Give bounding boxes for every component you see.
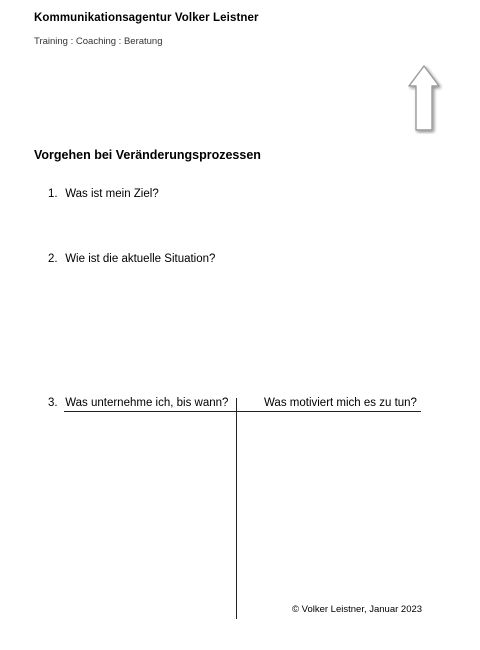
document-title: Vorgehen bei Veränderungsprozessen: [34, 148, 261, 162]
step-1: [48, 188, 159, 200]
step-3-number: 3.: [48, 397, 58, 409]
step-1-number: 1.: [48, 188, 58, 200]
copyright-footer: © Volker Leistner, Januar 2023: [292, 604, 423, 615]
company-name: Kommunikationsagentur Volker Leistner: [34, 12, 259, 24]
step-2-text: Wie ist die aktuelle Situation?: [65, 253, 216, 265]
table-horizontal-divider: [64, 411, 421, 412]
step-3-text: Was unternehme ich, bis wann?: [65, 397, 229, 409]
up-arrow-outline-icon: [405, 64, 443, 134]
step-2: [48, 253, 215, 265]
step-1-text: Was ist mein Ziel?: [65, 188, 159, 200]
step-3: [48, 397, 228, 409]
step-2-number: 2.: [48, 253, 58, 265]
right-column-header: Was motiviert mich es zu tun?: [264, 397, 417, 409]
tagline: Training : Coaching : Beratung: [34, 36, 163, 47]
table-vertical-divider: [236, 398, 237, 619]
